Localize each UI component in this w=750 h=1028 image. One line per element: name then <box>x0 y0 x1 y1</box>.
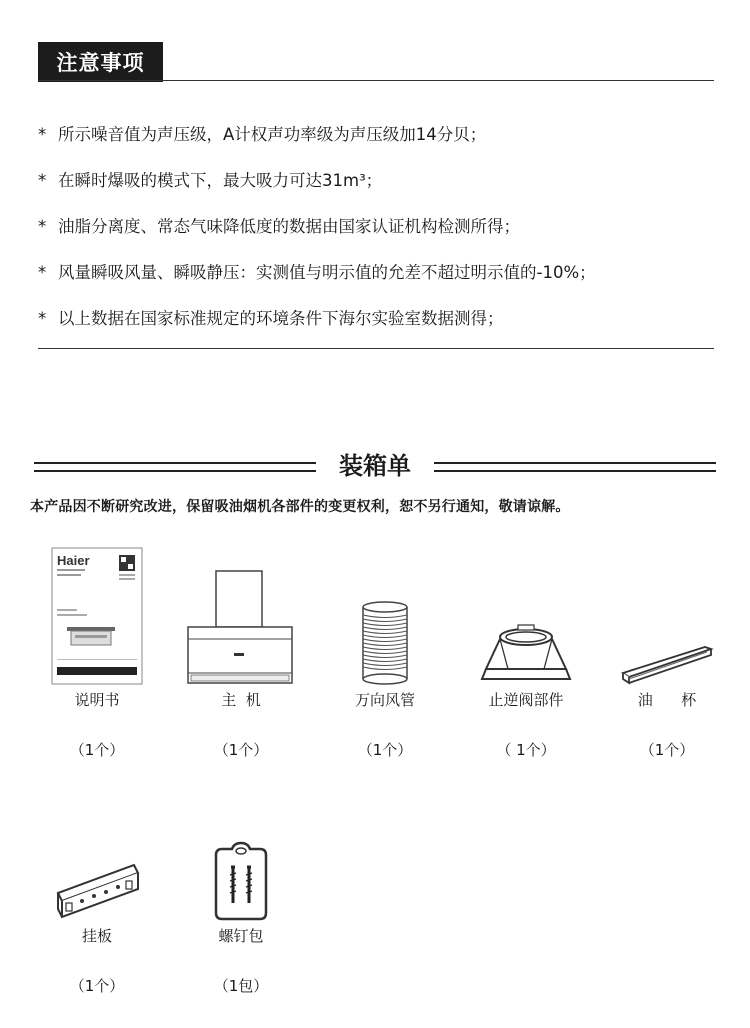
item-name: 螺钉包 <box>218 927 264 945</box>
notice-item: * 在瞬时爆吸的模式下，最大吸力可达31m³； <box>38 158 728 204</box>
item-name: 主 机 <box>221 691 261 709</box>
item-qty: （1个） <box>357 741 413 759</box>
packing-item-flex-duct <box>310 540 460 761</box>
packing-title-bar <box>34 448 716 484</box>
oil-cup-icon <box>592 540 742 685</box>
item-qty: （1个） <box>213 741 269 759</box>
flex-duct-icon <box>310 540 460 685</box>
item-name: 挂板 <box>81 927 112 945</box>
packing-item-check-valve <box>451 540 601 761</box>
bullet: * <box>38 125 47 144</box>
packing-item-main-unit <box>166 540 316 761</box>
screw-pack-icon <box>166 776 316 921</box>
packing-item-screw-pack <box>166 776 316 997</box>
packing-item-oil-cup <box>592 540 742 761</box>
item-name: 万向风管 <box>354 691 415 709</box>
notice-title: 注意事项 <box>38 42 163 82</box>
notice-item: * 风量瞬吸风量、瞬吸静压：实测值与明示值的允差不超过明示值的-10%； <box>38 250 728 296</box>
item-name: 油 杯 <box>637 691 697 709</box>
divider <box>38 80 714 81</box>
mounting-plate-icon <box>22 776 172 921</box>
check-valve-icon <box>451 540 601 685</box>
packing-item-manual <box>22 540 172 761</box>
brand-logo: Haier <box>57 553 90 568</box>
range-hood-icon <box>166 540 316 685</box>
notice-item: * 以上数据在国家标准规定的环境条件下海尔实验室数据测得； <box>38 296 728 342</box>
item-name: 止逆阀部件 <box>488 691 564 709</box>
bullet: * <box>38 171 47 190</box>
item-qty: （1个） <box>69 977 125 995</box>
packing-disclaimer: 本产品因不断研究改进，保留吸油烟机各部件的变更权利，恕不另行通知，敬请谅解。 <box>30 499 570 515</box>
notice-list <box>38 112 728 342</box>
notice-item: * 所示噪音值为声压级，A计权声功率级为声压级加14分贝； <box>38 112 728 158</box>
bullet: * <box>38 263 47 282</box>
bullet: * <box>38 217 47 236</box>
packing-item-mounting-plate <box>22 776 172 997</box>
divider <box>38 348 714 349</box>
item-qty: （1包） <box>213 977 269 995</box>
double-rule-left <box>34 462 316 472</box>
item-qty: （1个） <box>639 741 695 759</box>
bullet: * <box>38 309 47 328</box>
item-name: 说明书 <box>74 691 120 709</box>
double-rule-right <box>434 462 716 472</box>
manual-icon <box>22 540 172 685</box>
item-qty: （1个） <box>69 741 125 759</box>
notice-item: * 油脂分离度、常态气味降低度的数据由国家认证机构检测所得； <box>38 204 728 250</box>
item-qty: （ 1个） <box>496 741 556 759</box>
packing-title: 装箱单 <box>339 452 411 480</box>
